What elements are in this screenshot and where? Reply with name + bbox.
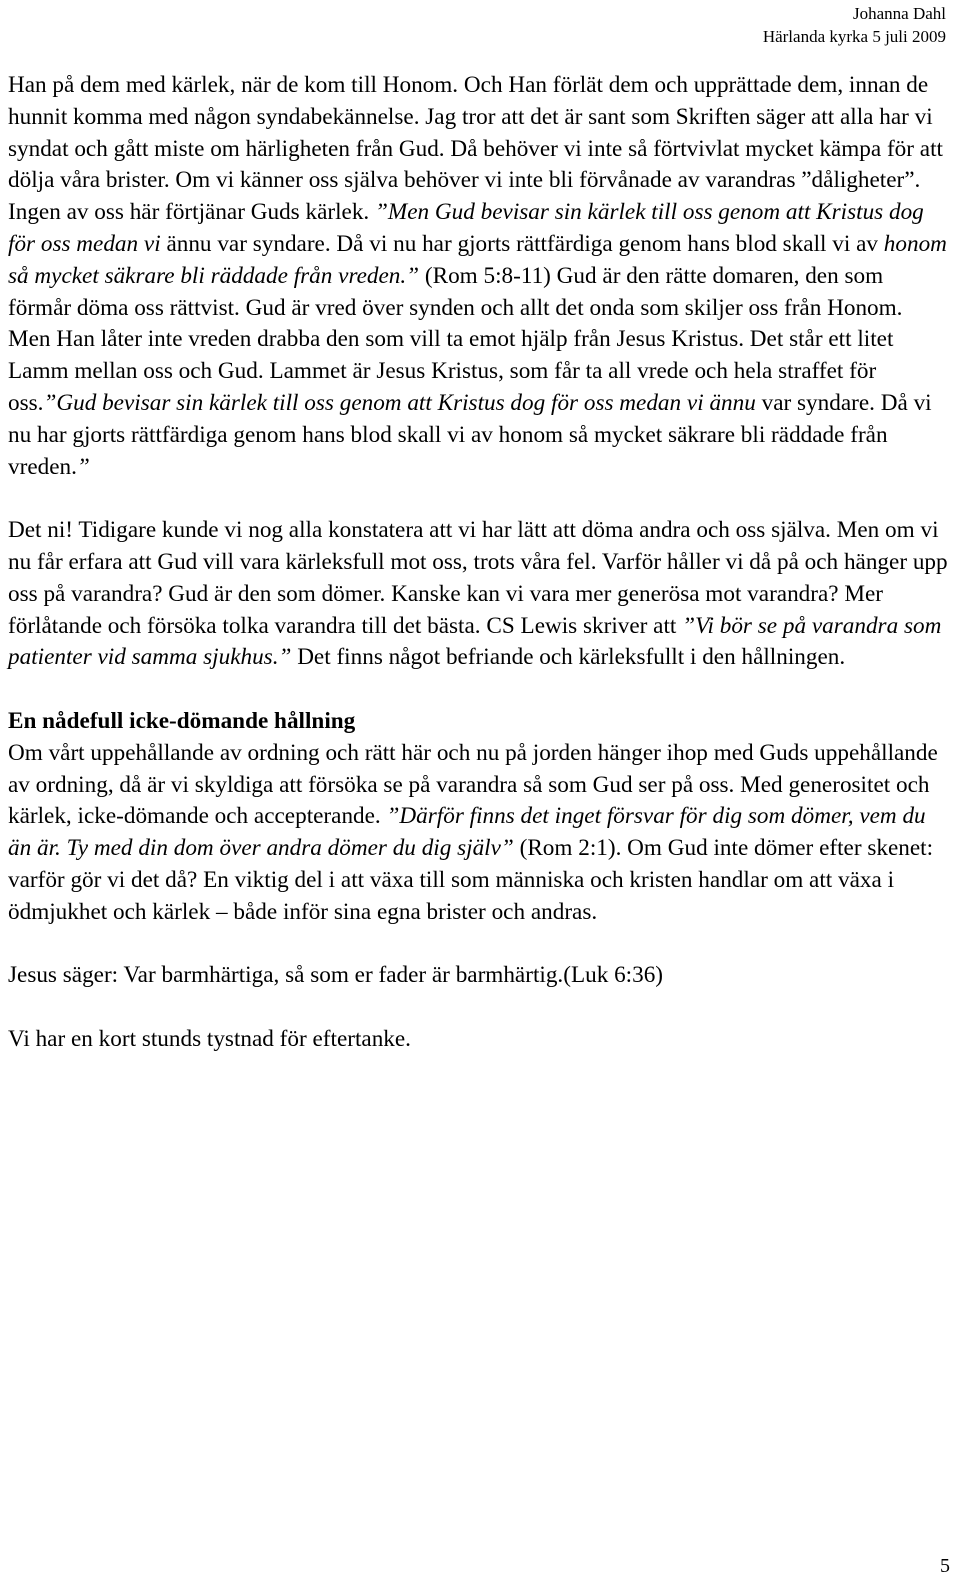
bible-quote-rom5-part2: honom så mycket säkrare bli räddade från vreden.” bbox=[8, 230, 947, 289]
paragraph-1-text-a: Han på dem med kärlek, när de kom till Honom. Och Han förlät dem och upprättade dem, innan de hunnit komma med någon syndabekännelse. Jag tror att det är sant som Skriften säger att alla har vi syndat och gått miste om härligheten från Gud. Då behöver vi inte så förtvivlat mycket kämpa för att dölja våra brister. Om vi känner oss själva behöver vi inte bli förvånade av varandras ”dåligheter”. Ingen av oss här förtjänar Guds kärlek. bbox=[8, 72, 943, 226]
paragraph-1 bbox=[8, 70, 948, 483]
paragraph-4: Jesus säger: Var barmhärtiga, så som er fader är barmhärtig.(Luk 6:36) bbox=[8, 962, 664, 989]
paragraph-1-text-c: (Rom 5:8-11) Gud är den rätte domaren, den som förmår döma oss rättvist. Gud är vred över synden och allt det onda som skiljer oss från Honom. Men Han låter inte vreden drabba den som vill ta emot hjälp från Jesus Kristus. Det står ett litet Lamm mellan oss och Gud. Lammet är Jesus Kristus, som får ta all vrede och hela straffet för oss. bbox=[8, 262, 903, 416]
header-author: Johanna Dahl bbox=[852, 4, 946, 23]
header-location-date: Härlanda kyrka 5 juli 2009 bbox=[762, 27, 946, 46]
bible-quote-rom5-part1: ”Men Gud bevisar sin kärlek till oss genom att Kristus dog för oss medan vi bbox=[8, 199, 924, 257]
page-header bbox=[763, 2, 946, 48]
paragraph-2-text-a: Det ni! Tidigare kunde vi nog alla konstatera att vi har lätt att döma andra och oss själva. Men om vi nu får erfara att Gud vill vara kärleksfull mot oss, trots våra fel. Varför håller vi då på och hänger upp oss på varandra? Gud är den som dömer. Kanske kan vi vara mer generösa mot varandra? Mer förlåtande och försöka tolka varandra till det bästa. CS Lewis skriver att bbox=[8, 517, 948, 639]
closing-quote-mark: ” bbox=[76, 453, 90, 480]
paragraph-2 bbox=[8, 515, 948, 674]
paragraph-1-text-d: var syndare. Då vi nu har gjorts rättfärdiga genom hans blod skall vi av honom så mycket säkrare bli räddade från vreden. bbox=[8, 389, 932, 480]
section-heading: En nådefull icke-dömande hållning bbox=[8, 707, 356, 734]
paragraph-2-text-b: Det finns något befriande och kärleksfullt i den hållningen. bbox=[291, 644, 846, 671]
page-number: 5 bbox=[940, 1555, 950, 1577]
paragraph-5: Vi har en kort stunds tystnad för eftertanke. bbox=[8, 1025, 411, 1052]
paragraph-3-text-a: Om vårt uppehållande av ordning och rätt här och nu på jorden hänger ihop med Guds uppehållande av ordning, då är vi skyldiga att försöka se på varandra så som Gud ser på oss. Med generositet och kärlek, icke-dömande och accepterande. bbox=[8, 739, 938, 830]
cs-lewis-quote: ”Vi bör se på varandra som patienter vid samma sjukhus.” bbox=[8, 612, 942, 671]
bible-quote-rom2: ”Därför finns det inget försvar för dig som dömer, vem du än är. Ty med din dom över andra dömer du dig själv” bbox=[8, 803, 926, 862]
paragraph-1-text-b: ännu var syndare. Då vi nu har gjorts rättfärdiga genom hans blod skall vi av bbox=[160, 230, 884, 257]
bible-quote-repeat: ”Gud bevisar sin kärlek till oss genom att Kristus dog för oss medan vi ännu bbox=[43, 389, 756, 416]
document-body bbox=[8, 70, 948, 1056]
paragraph-3 bbox=[8, 738, 948, 929]
paragraph-3-text-b: (Rom 2:1). Om Gud inte dömer efter skenet: varför gör vi det då? En viktig del i att växa till som människa och kristen handlar om att växa i ödmjukhet och kärlek – både inför sina egna brister och andras. bbox=[8, 835, 934, 925]
